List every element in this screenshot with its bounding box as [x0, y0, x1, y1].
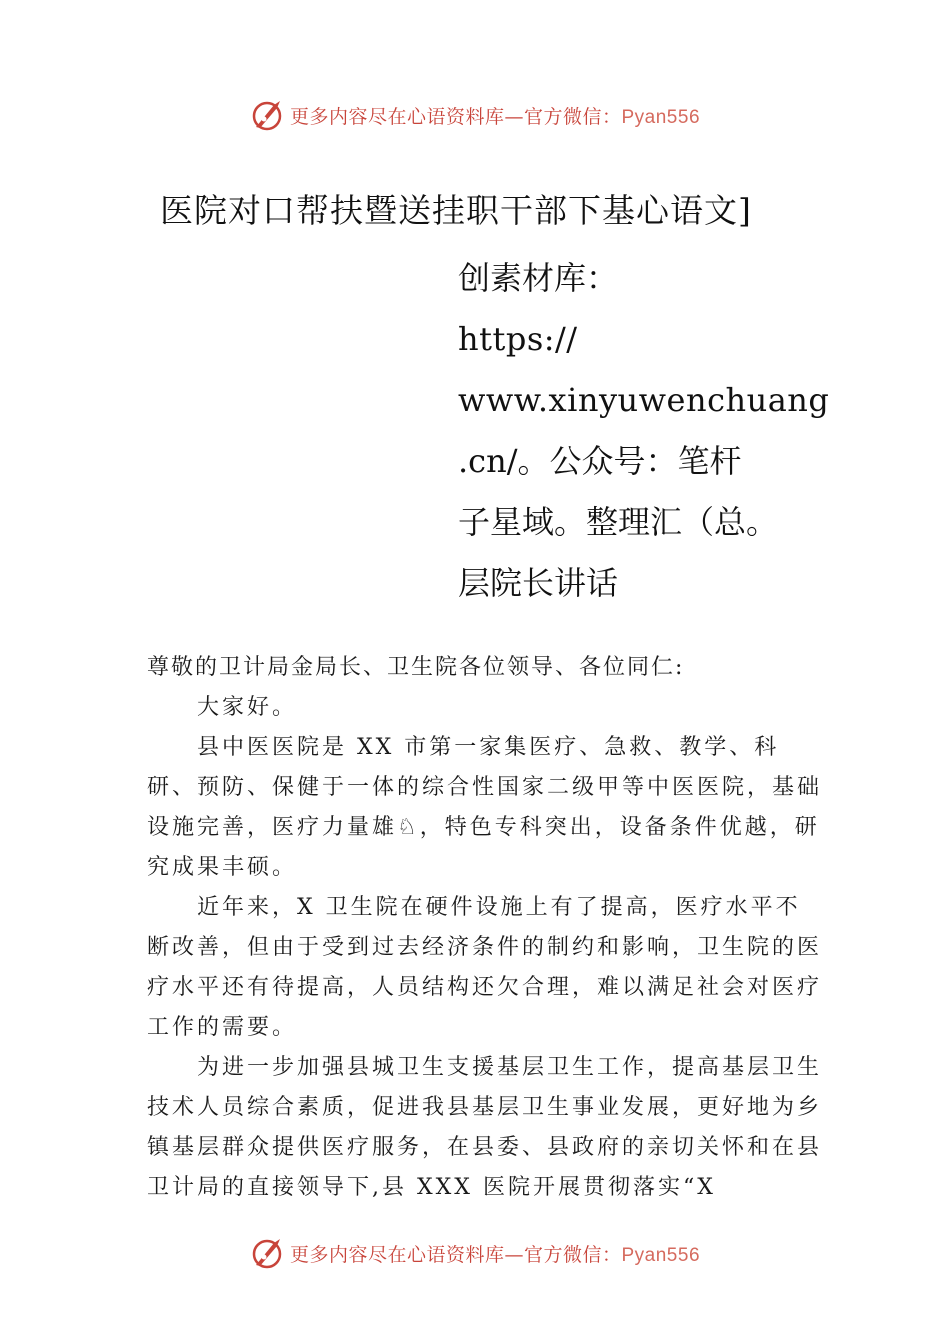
speech-body: [147, 648, 822, 1208]
side-line: .cn/。公众号：笔杆: [458, 442, 742, 480]
side-line: 创素材库：: [458, 259, 619, 297]
document-title: 医院对口帮扶暨送挂职干部下基心语文]: [160, 191, 752, 230]
side-line: 层院长讲话: [458, 564, 619, 602]
side-line: www.xinyuwenchuang: [458, 381, 830, 419]
banner-wechat-id: Pyan556: [621, 106, 701, 128]
greeting: 大家好。: [197, 695, 298, 720]
banner-text: [290, 1240, 700, 1267]
salutation: 尊敬的卫计局金局长、卫生院各位领导、各位同仁:: [147, 655, 685, 680]
paragraph: 近年来，X 卫生院在硬件设施上有了提高，医疗水平不断改善，但由于受到过去经济条件的制约和影响，卫生院的医疗水平还有待提高，人员结构还欠合理，难以满足社会对医疗工作的需要。: [147, 895, 823, 1040]
banner-wechat-id: Pyan556: [621, 1244, 701, 1266]
banner-text: [290, 102, 700, 129]
banner-text-main: 更多内容尽在心语资料库—官方微信：: [289, 1243, 622, 1266]
pen-nib-logo-icon: [250, 97, 286, 133]
pen-nib-logo-icon: [250, 1235, 286, 1271]
paragraph: 县中医医院是 XX 市第一家集医疗、急救、教学、科研、预防、保健于一体的综合性国家二级甲等中医医院，基础设施完善，医疗力量雄♘，特色专科突出，设备条件优越，研 究成果丰硕。: [147, 735, 823, 880]
banner-text-main: 更多内容尽在心语资料库—官方微信：: [289, 105, 622, 128]
paragraph: 为进一步加强县城卫生支援基层卫生工作，提高基层卫生技术人员综合素质，促进我县基层卫生事业发展，更好地为乡镇基层群众提供医疗服务，在县委、县政府的亲切关怀和在县卫计局的直接领导下,县 XXX 医院开展贯彻落实“X: [147, 1055, 823, 1200]
side-line: https://: [458, 320, 578, 358]
side-line: 子星域。整理汇（总。: [458, 503, 779, 541]
source-info-column: [458, 248, 829, 614]
footer-banner: [0, 1233, 950, 1273]
header-banner: [0, 95, 950, 135]
